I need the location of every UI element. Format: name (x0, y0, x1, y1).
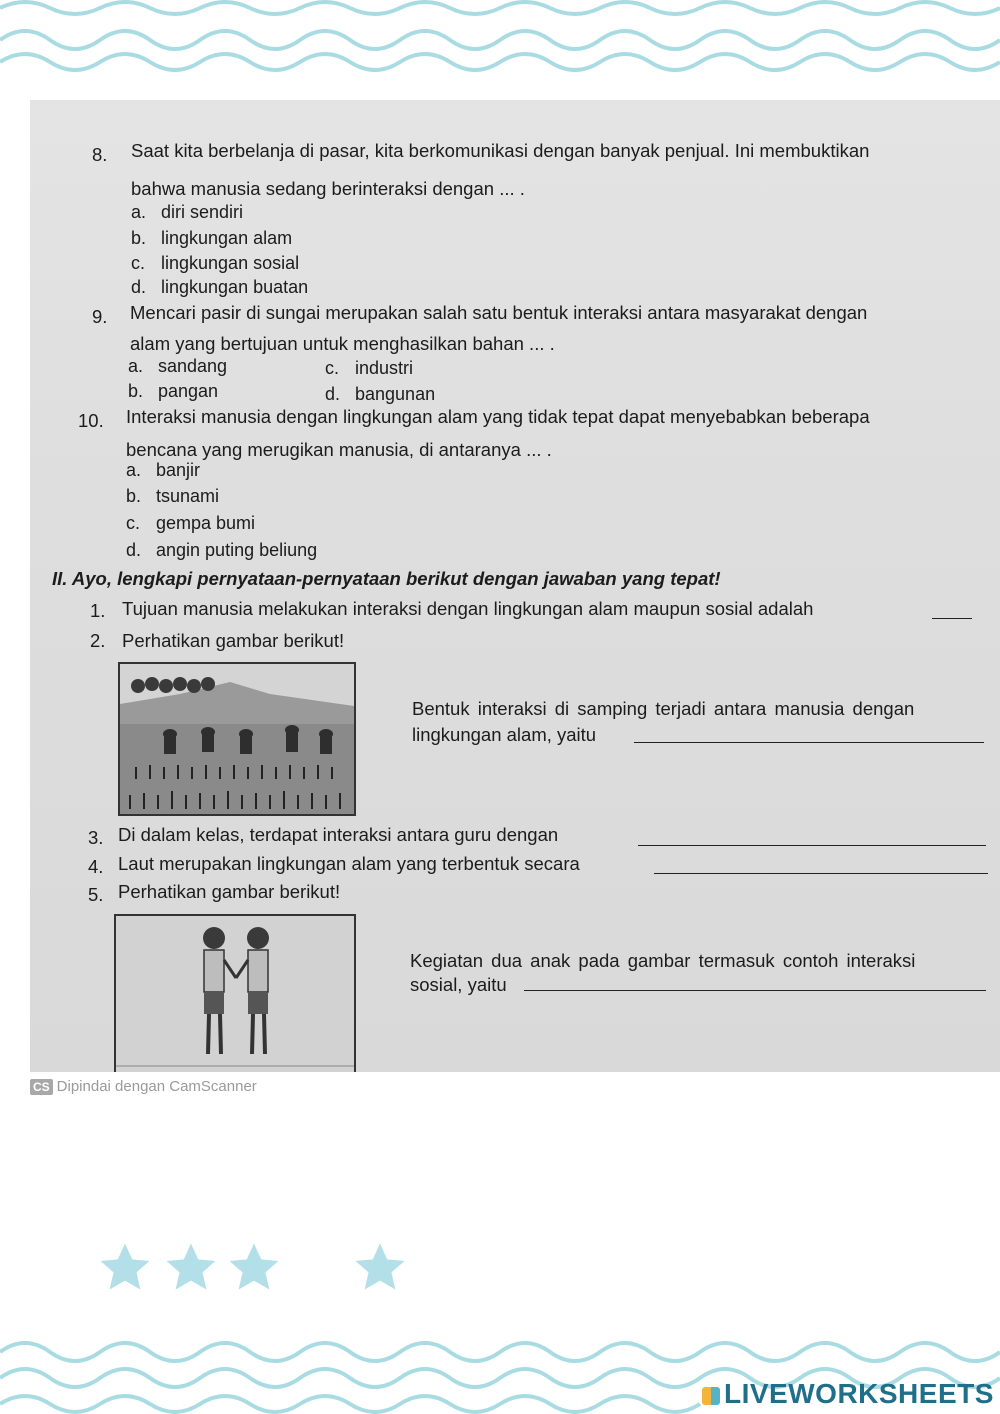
star-icon-2[interactable] (163, 1240, 219, 1296)
q8-option-c: c. lingkungan sosial (131, 253, 300, 273)
s2-item2-desc-line1: Bentuk interaksi di samping terjadi antara manusia dengan (412, 698, 915, 719)
q9-number: 9. (92, 306, 108, 327)
q8-option-a: a. diri sendiri (131, 202, 244, 222)
star-icon-4[interactable] (352, 1240, 408, 1296)
q10-option-d: d. angin puting beliung (126, 540, 318, 560)
liveworksheets-brand-text: LIVEWORKSHEETS (724, 1378, 994, 1409)
s2-item3-number: 3. (88, 827, 104, 848)
s2-item2-answer-blank[interactable] (634, 742, 984, 743)
liveworksheets-logo[interactable] (702, 1378, 994, 1410)
q8-line2: bahwa manusia sedang berinteraksi dengan ... . (131, 178, 525, 199)
q10-option-c: c. gempa bumi (126, 513, 256, 533)
s2-item5-desc-line1: Kegiatan dua anak pada gambar termasuk contoh interaksi (410, 950, 916, 971)
top-wave-border (0, 0, 1000, 80)
s2-item1-answer-blank[interactable] (932, 618, 972, 619)
star-icon-3[interactable] (226, 1240, 282, 1296)
s2-item5-answer-blank[interactable] (524, 990, 986, 991)
q9-option-c: c. industri (325, 358, 414, 378)
s2-item3-text: Di dalam kelas, terdapat interaksi antara guru dengan (118, 824, 559, 845)
star-icon-1[interactable] (97, 1240, 153, 1296)
q9-option-d: d. bangunan (325, 384, 436, 404)
s2-item3-answer-blank[interactable] (638, 845, 986, 846)
s2-item2-number: 2. (90, 630, 106, 651)
q9-line1: Mencari pasir di sungai merupakan salah satu bentuk interaksi antara masyarakat dengan (130, 302, 868, 323)
q9-option-b: b. pangan (128, 381, 219, 401)
s2-item1-number: 1. (90, 600, 106, 621)
camscanner-logo-icon: CS (30, 1079, 53, 1095)
s2-item4-answer-blank[interactable] (654, 873, 988, 874)
q10-line2: bencana yang merugikan manusia, di antaranya ... . (126, 439, 552, 460)
q9-option-a: a. sandang (128, 356, 228, 376)
farmers-field-image (118, 662, 356, 816)
q8-option-b: b. lingkungan alam (131, 228, 293, 248)
q8-line1: Saat kita berbelanja di pasar, kita berkomunikasi dengan banyak penjual. Ini membuktikan (131, 140, 870, 161)
camscanner-text: Dipindai dengan CamScanner (56, 1078, 257, 1095)
q9-line2: alam yang bertujuan untuk menghasilkan bahan ... . (130, 333, 555, 354)
s2-item5-desc-line2: sosial, yaitu (410, 974, 507, 995)
q10-number: 10. (78, 410, 104, 431)
s2-item5-text: Perhatikan gambar berikut! (118, 881, 341, 902)
q8-option-d: d. lingkungan buatan (131, 277, 309, 297)
section-2-heading: II. Ayo, lengkapi pernyataan-pernyataan berikut dengan jawaban yang tepat! (52, 568, 721, 589)
s2-item2-text: Perhatikan gambar berikut! (122, 630, 345, 651)
s2-item1-text: Tujuan manusia melakukan interaksi dengan lingkungan alam maupun sosial adalah (122, 598, 814, 619)
q10-option-b: b. tsunami (126, 486, 220, 506)
scanned-page (30, 100, 1000, 1072)
s2-item4-text: Laut merupakan lingkungan alam yang terbentuk secara (118, 853, 580, 874)
q8-number: 8. (92, 144, 108, 165)
s2-item2-desc-line2: lingkungan alam, yaitu (412, 724, 597, 745)
s2-item5-number: 5. (88, 884, 104, 905)
children-handshake-image (114, 914, 356, 1072)
q10-option-a: a. banjir (126, 460, 201, 480)
q10-line1: Interaksi manusia dengan lingkungan alam yang tidak tepat dapat menyebabkan beberapa (126, 406, 870, 427)
liveworksheets-logo-icon (702, 1387, 720, 1405)
camscanner-watermark (30, 1078, 257, 1095)
s2-item4-number: 4. (88, 856, 104, 877)
